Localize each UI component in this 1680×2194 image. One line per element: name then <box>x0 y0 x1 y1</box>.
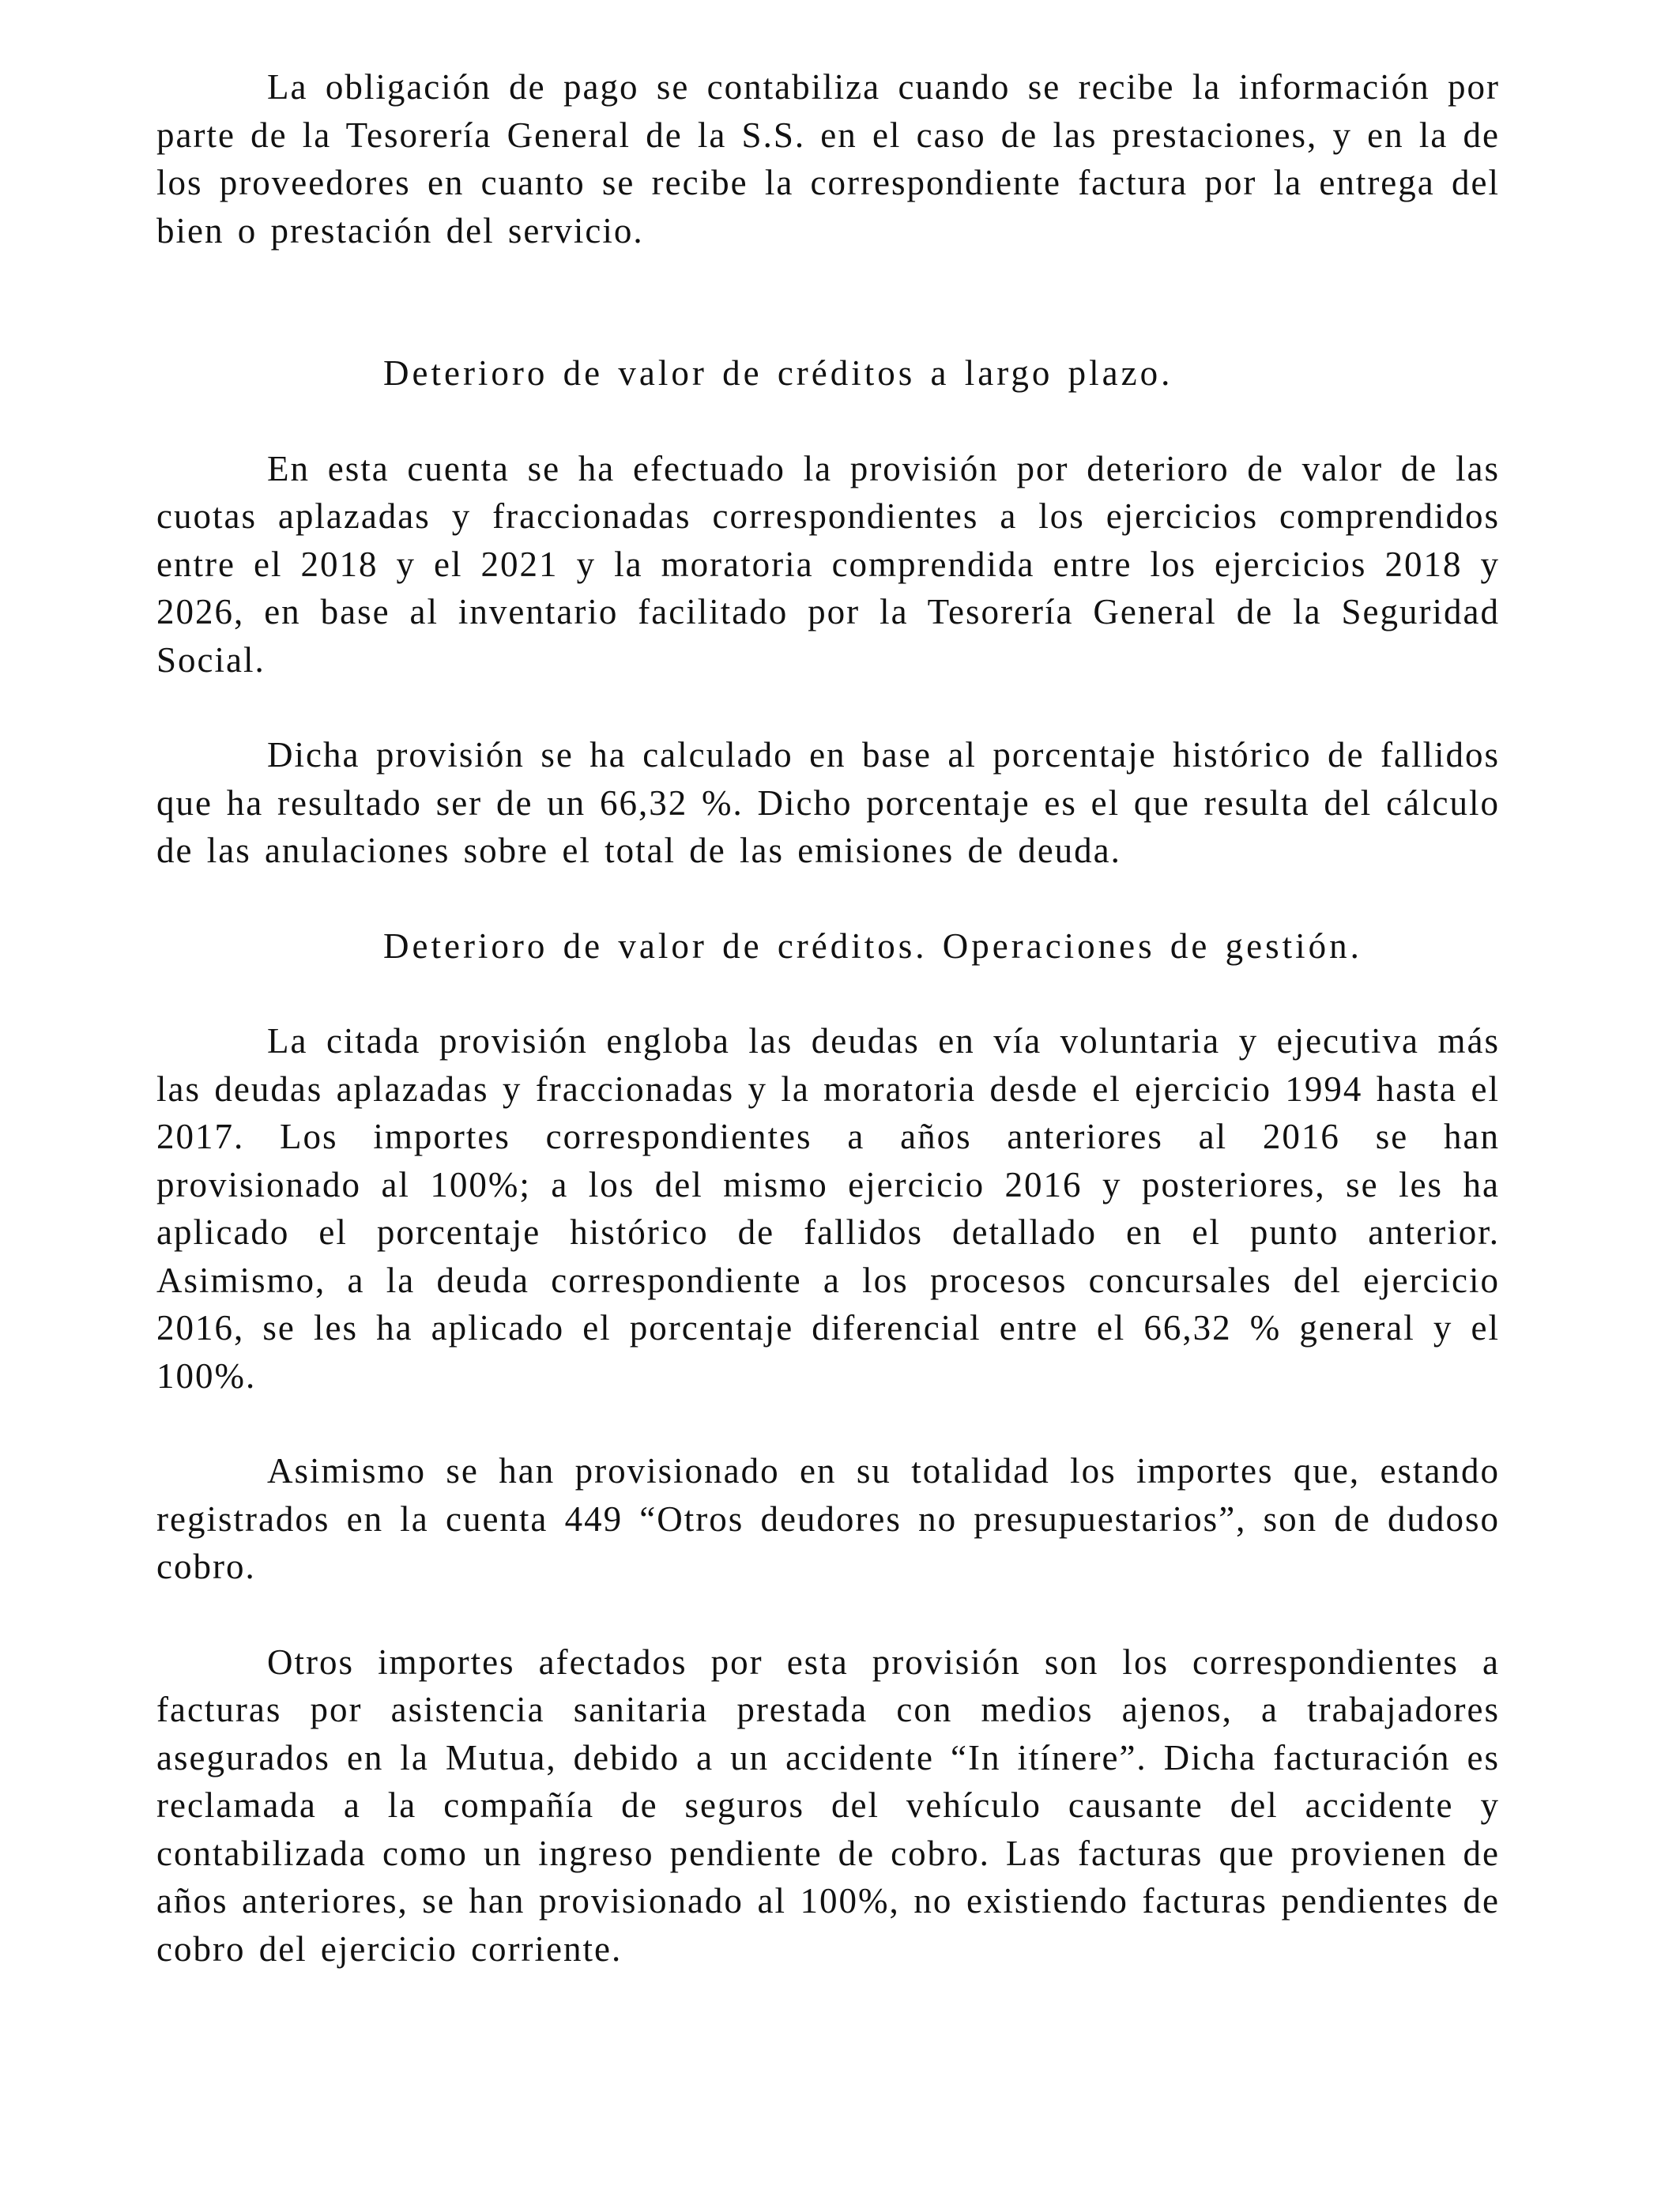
heading-operaciones-gestion: Deterioro de valor de créditos. Operaciones de gestión. <box>383 925 1362 966</box>
document-page <box>156 63 1500 1973</box>
paragraph-deudas-voluntaria: La citada provisión engloba las deudas en vía voluntaria y ejecutiva más las deudas aplazadas y fraccionadas y la moratoria desde el ejercicio 1994 hasta el 2017. Los importes correspondientes a años anteriores al 2016 se han provisionado al 100%; a los del mismo ejercicio 2016 y posteriores, se les ha aplicado el porcentaje histórico de fallidos detallado en el punto anterior. Asimismo, a la deuda correspondiente a los procesos concursales del ejercicio 2016, se les ha aplicado el porcentaje diferencial entre el 66,32 % general y el 100%. <box>156 1021 1500 1396</box>
heading-deterioro-largo-plazo: Deterioro de valor de créditos a largo plazo. <box>383 353 1173 393</box>
spacer <box>156 875 1500 922</box>
paragraph-obligacion-pago: La obligación de pago se contabiliza cuando se recibe la información por parte de la Tesorería General de la S.S. en el caso de las prestaciones, y en la de los proveedores en cuanto se recibe la correspondiente factura por la entrega del bien o prestación del servicio. <box>156 67 1500 251</box>
spacer <box>156 1400 1500 1447</box>
paragraph-cuenta-449: Asimismo se han provisionado en su totalidad los importes que, estando registrados en la cuenta 449 “Otros deudores no presupuestarios”, son de dudoso cobro. <box>156 1451 1500 1586</box>
paragraph-asistencia-sanitaria: Otros importes afectados por esta provisión son los correspondientes a facturas por asistencia sanitaria prestada con medios ajenos, a trabajadores asegurados en la Mutua, debido a un accidente “In itínere”. Dicha facturación es reclamada a la compañía de seguros del vehículo causante del accidente y contabilizada como un ingreso pendiente de cobro. Las facturas que provienen de años anteriores, se han provisionado al 100%, no existiendo facturas pendientes de cobro del ejercicio corriente. <box>156 1642 1500 1969</box>
paragraph-porcentaje-fallidos: Dicha provisión se ha calculado en base al porcentaje histórico de fallidos que ha resultado ser de un 66,32 %. Dicho porcentaje es el que resulta del cálculo de las anulaciones sobre el total de las emisiones de deuda. <box>156 735 1500 870</box>
spacer <box>156 970 1500 1017</box>
spacer <box>156 1591 1500 1638</box>
paragraph-provision-cuotas: En esta cuenta se ha efectuado la provisión por deterioro de valor de las cuotas aplazadas y fraccionadas correspondientes a los ejercicios comprendidos entre el 2018 y el 2021 y la moratoria comprendida entre los ejercicios 2018 y 2026, en base al inventario facilitado por la Tesorería General de la Seguridad Social. <box>156 448 1500 680</box>
spacer <box>156 684 1500 731</box>
spacer <box>156 254 1500 349</box>
spacer <box>156 398 1500 445</box>
